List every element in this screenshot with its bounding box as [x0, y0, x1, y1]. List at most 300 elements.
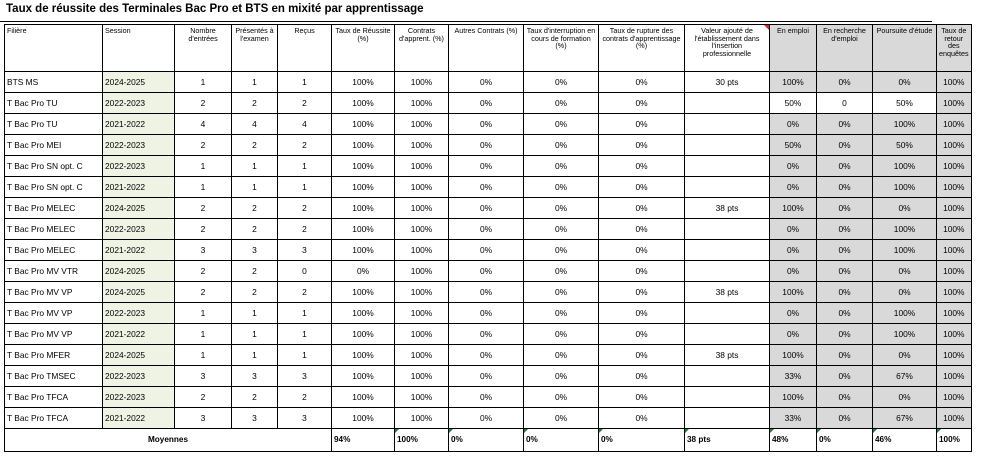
avg-autres[interactable]: 0% [449, 429, 524, 452]
cell-contrats[interactable]: 100% [395, 261, 449, 282]
cell-contrats[interactable]: 100% [395, 135, 449, 156]
results-table [4, 24, 972, 452]
cell-presentes[interactable]: 2 [232, 261, 278, 282]
cell-poursuite[interactable]: 100% [873, 156, 937, 177]
cell-session[interactable]: 2021-2022 [103, 114, 175, 135]
cell-emploi[interactable]: 0% [770, 240, 817, 261]
averages-row [5, 429, 972, 452]
cell-poursuite[interactable]: 0% [873, 387, 937, 408]
cell-interruption[interactable]: 0% [524, 114, 599, 135]
cell-valeur[interactable] [685, 156, 770, 177]
cell-filiere[interactable]: T Bac Pro MELEC [5, 198, 103, 219]
cell-valeur[interactable]: 30 pts [685, 72, 770, 93]
cell-reussite[interactable]: 100% [332, 156, 395, 177]
cell-filiere[interactable]: T Bac Pro TU [5, 93, 103, 114]
avg-reussite[interactable]: 94% [332, 429, 395, 452]
cell-entrees[interactable]: 2 [175, 198, 232, 219]
cell-presentes[interactable]: 2 [232, 93, 278, 114]
cell-rupture[interactable]: 0% [599, 156, 685, 177]
cell-rupture[interactable]: 0% [599, 135, 685, 156]
cell-autres[interactable]: 0% [449, 282, 524, 303]
cell-poursuite[interactable]: 0% [873, 282, 937, 303]
cell-retour[interactable]: 100% [937, 282, 972, 303]
cell-session[interactable]: 2024-2025 [103, 282, 175, 303]
cell-rupture[interactable]: 0% [599, 114, 685, 135]
cell-session[interactable]: 2022-2023 [103, 219, 175, 240]
cell-entrees[interactable]: 1 [175, 303, 232, 324]
cell-poursuite[interactable]: 0% [873, 198, 937, 219]
cell-contrats[interactable]: 100% [395, 408, 449, 429]
cell-entrees[interactable]: 3 [175, 366, 232, 387]
cell-recus[interactable]: 1 [278, 303, 332, 324]
cell-valeur[interactable] [685, 240, 770, 261]
cell-filiere[interactable]: T Bac Pro MV VTR [5, 261, 103, 282]
col-header-emploi[interactable]: En emploi [770, 25, 817, 72]
cell-filiere[interactable]: T Bac Pro MEI [5, 135, 103, 156]
cell-rupture[interactable]: 0% [599, 282, 685, 303]
cell-entrees[interactable]: 2 [175, 135, 232, 156]
table-row [5, 177, 972, 198]
cell-entrees[interactable]: 2 [175, 387, 232, 408]
cell-session[interactable]: 2022-2023 [103, 156, 175, 177]
cell-reussite[interactable]: 100% [332, 198, 395, 219]
cell-contrats[interactable]: 100% [395, 240, 449, 261]
table-row [5, 282, 972, 303]
avg-poursuite[interactable]: 46% [873, 429, 937, 452]
cell-entrees[interactable]: 2 [175, 282, 232, 303]
cell-interruption[interactable]: 0% [524, 240, 599, 261]
avg-retour[interactable]: 100% [937, 429, 972, 452]
col-header-autres[interactable]: Autres Contrats (%) [449, 25, 524, 72]
cell-rupture[interactable]: 0% [599, 324, 685, 345]
cell-recus[interactable]: 4 [278, 114, 332, 135]
cell-valeur[interactable] [685, 135, 770, 156]
cell-retour[interactable]: 100% [937, 72, 972, 93]
avg-valeur[interactable]: 38 pts [685, 429, 770, 452]
cell-valeur[interactable] [685, 219, 770, 240]
cell-autres[interactable]: 0% [449, 324, 524, 345]
cell-contrats[interactable]: 100% [395, 177, 449, 198]
cell-recus[interactable]: 1 [278, 324, 332, 345]
cell-emploi[interactable]: 100% [770, 345, 817, 366]
cell-filiere[interactable]: T Bac Pro MELEC [5, 219, 103, 240]
cell-emploi[interactable]: 0% [770, 324, 817, 345]
col-header-poursuite[interactable]: Poursuite d'étude [873, 25, 937, 72]
cell-retour[interactable]: 100% [937, 324, 972, 345]
cell-contrats[interactable]: 100% [395, 324, 449, 345]
cell-recus[interactable]: 1 [278, 345, 332, 366]
cell-reussite[interactable]: 100% [332, 135, 395, 156]
cell-session[interactable]: 2022-2023 [103, 366, 175, 387]
cell-contrats[interactable]: 100% [395, 114, 449, 135]
cell-autres[interactable]: 0% [449, 177, 524, 198]
cell-recherche[interactable]: 0% [817, 408, 873, 429]
cell-entrees[interactable]: 4 [175, 114, 232, 135]
avg-contrats[interactable]: 100% [395, 429, 449, 452]
table-row [5, 114, 972, 135]
cell-autres[interactable]: 0% [449, 219, 524, 240]
col-header-presentes[interactable]: Présentés à l'examen [232, 25, 278, 72]
cell-valeur[interactable] [685, 303, 770, 324]
cell-session[interactable]: 2021-2022 [103, 324, 175, 345]
avg-rupture[interactable]: 0% [599, 429, 685, 452]
cell-recus[interactable]: 2 [278, 219, 332, 240]
cell-valeur[interactable]: 38 pts [685, 282, 770, 303]
col-header-recus[interactable]: Reçus [278, 25, 332, 72]
cell-retour[interactable]: 100% [937, 177, 972, 198]
table-row [5, 387, 972, 408]
cell-presentes[interactable]: 2 [232, 282, 278, 303]
cell-recus[interactable]: 3 [278, 366, 332, 387]
col-header-contrats[interactable]: Contrats d'apprent. (%) [395, 25, 449, 72]
cell-presentes[interactable]: 2 [232, 135, 278, 156]
cell-rupture[interactable]: 0% [599, 198, 685, 219]
cell-reussite[interactable]: 100% [332, 345, 395, 366]
cell-presentes[interactable]: 1 [232, 303, 278, 324]
cell-emploi[interactable]: 0% [770, 156, 817, 177]
cell-valeur[interactable] [685, 93, 770, 114]
cell-entrees[interactable]: 1 [175, 72, 232, 93]
cell-emploi[interactable]: 100% [770, 387, 817, 408]
cell-recus[interactable]: 1 [278, 177, 332, 198]
cell-interruption[interactable]: 0% [524, 282, 599, 303]
cell-rupture[interactable]: 0% [599, 366, 685, 387]
cell-interruption[interactable]: 0% [524, 177, 599, 198]
cell-reussite[interactable]: 100% [332, 219, 395, 240]
cell-filiere[interactable]: T Bac Pro TFCA [5, 408, 103, 429]
cell-presentes[interactable]: 3 [232, 408, 278, 429]
cell-entrees[interactable]: 3 [175, 240, 232, 261]
cell-interruption[interactable]: 0% [524, 324, 599, 345]
cell-filiere[interactable]: T Bac Pro MV VP [5, 324, 103, 345]
cell-poursuite[interactable]: 100% [873, 303, 937, 324]
cell-interruption[interactable]: 0% [524, 366, 599, 387]
cell-contrats[interactable]: 100% [395, 303, 449, 324]
cell-filiere[interactable]: T Bac Pro MV VP [5, 303, 103, 324]
cell-session[interactable]: 2022-2023 [103, 303, 175, 324]
cell-recherche[interactable]: 0% [817, 345, 873, 366]
cell-reussite[interactable]: 100% [332, 303, 395, 324]
cell-valeur[interactable] [685, 408, 770, 429]
cell-reussite[interactable]: 100% [332, 240, 395, 261]
col-header-session[interactable]: Session [103, 25, 175, 72]
cell-recherche[interactable]: 0% [817, 177, 873, 198]
title-divider [0, 21, 932, 22]
table-row [5, 72, 972, 93]
cell-autres[interactable]: 0% [449, 135, 524, 156]
cell-filiere[interactable]: T Bac Pro TFCA [5, 387, 103, 408]
cell-autres[interactable]: 0% [449, 345, 524, 366]
table-row [5, 408, 972, 429]
cell-recherche[interactable]: 0% [817, 240, 873, 261]
cell-reussite[interactable]: 100% [332, 114, 395, 135]
cell-valeur[interactable]: 38 pts [685, 198, 770, 219]
cell-retour[interactable]: 100% [937, 387, 972, 408]
cell-presentes[interactable]: 1 [232, 156, 278, 177]
cell-autres[interactable]: 0% [449, 366, 524, 387]
cell-retour[interactable]: 100% [937, 135, 972, 156]
cell-recus[interactable]: 1 [278, 72, 332, 93]
cell-emploi[interactable]: 0% [770, 219, 817, 240]
cell-valeur[interactable] [685, 261, 770, 282]
cell-contrats[interactable]: 100% [395, 156, 449, 177]
cell-autres[interactable]: 0% [449, 93, 524, 114]
cell-filiere[interactable]: T Bac Pro SN opt. C [5, 156, 103, 177]
cell-presentes[interactable]: 2 [232, 219, 278, 240]
cell-entrees[interactable]: 1 [175, 345, 232, 366]
cell-recus[interactable]: 2 [278, 135, 332, 156]
col-header-valeur[interactable]: Valeur ajouté de l'établissement dans l'insertion professionnelle [685, 25, 770, 72]
cell-valeur[interactable] [685, 114, 770, 135]
cell-contrats[interactable]: 100% [395, 72, 449, 93]
averages-label[interactable]: Moyennes [5, 429, 332, 452]
cell-interruption[interactable]: 0% [524, 345, 599, 366]
cell-recherche[interactable]: 0% [817, 261, 873, 282]
cell-filiere[interactable]: T Bac Pro MELEC [5, 240, 103, 261]
cell-emploi[interactable]: 50% [770, 93, 817, 114]
cell-autres[interactable]: 0% [449, 114, 524, 135]
cell-session[interactable]: 2022-2023 [103, 135, 175, 156]
cell-poursuite[interactable]: 100% [873, 219, 937, 240]
cell-session[interactable]: 2022-2023 [103, 93, 175, 114]
cell-rupture[interactable]: 0% [599, 303, 685, 324]
cell-filiere[interactable]: T Bac Pro SN opt. C [5, 177, 103, 198]
cell-poursuite[interactable]: 100% [873, 324, 937, 345]
cell-valeur[interactable] [685, 177, 770, 198]
cell-reussite[interactable]: 100% [332, 366, 395, 387]
cell-interruption[interactable]: 0% [524, 387, 599, 408]
table-row [5, 345, 972, 366]
cell-recherche[interactable]: 0% [817, 282, 873, 303]
cell-presentes[interactable]: 2 [232, 198, 278, 219]
cell-contrats[interactable]: 100% [395, 366, 449, 387]
cell-presentes[interactable]: 1 [232, 345, 278, 366]
cell-recus[interactable]: 2 [278, 93, 332, 114]
cell-valeur[interactable] [685, 324, 770, 345]
cell-poursuite[interactable]: 0% [873, 345, 937, 366]
cell-autres[interactable]: 0% [449, 303, 524, 324]
cell-recus[interactable]: 1 [278, 156, 332, 177]
col-header-retour[interactable]: Taux de retour des enquêtes [937, 25, 972, 72]
cell-recus[interactable]: 2 [278, 387, 332, 408]
col-header-rupture[interactable]: Taux de rupture des contrats d'apprentissage (%) [599, 25, 685, 72]
sheet-title: Taux de réussite des Terminales Bac Pro et BTS en mixité par apprentissage [6, 3, 424, 15]
cell-interruption[interactable]: 0% [524, 135, 599, 156]
table-row [5, 219, 972, 240]
cell-recherche[interactable]: 0% [817, 135, 873, 156]
cell-recus[interactable]: 2 [278, 198, 332, 219]
cell-poursuite[interactable]: 50% [873, 93, 937, 114]
cell-reussite[interactable]: 0% [332, 261, 395, 282]
cell-rupture[interactable]: 0% [599, 240, 685, 261]
cell-recherche[interactable]: 0% [817, 198, 873, 219]
cell-emploi[interactable]: 100% [770, 282, 817, 303]
cell-recus[interactable]: 0 [278, 261, 332, 282]
cell-filiere[interactable]: T Bac Pro MFER [5, 345, 103, 366]
cell-interruption[interactable]: 0% [524, 408, 599, 429]
cell-contrats[interactable]: 100% [395, 282, 449, 303]
cell-emploi[interactable]: 0% [770, 177, 817, 198]
cell-emploi[interactable]: 33% [770, 366, 817, 387]
cell-recus[interactable]: 3 [278, 240, 332, 261]
cell-autres[interactable]: 0% [449, 198, 524, 219]
col-header-reussite[interactable]: Taux de Réussite (%) [332, 25, 395, 72]
cell-rupture[interactable]: 0% [599, 219, 685, 240]
cell-recherche[interactable]: 0% [817, 156, 873, 177]
cell-rupture[interactable]: 0% [599, 408, 685, 429]
cell-presentes[interactable]: 3 [232, 366, 278, 387]
cell-session[interactable]: 2024-2025 [103, 345, 175, 366]
cell-reussite[interactable]: 100% [332, 72, 395, 93]
cell-session[interactable]: 2024-2025 [103, 198, 175, 219]
cell-autres[interactable]: 0% [449, 72, 524, 93]
cell-presentes[interactable]: 4 [232, 114, 278, 135]
cell-retour[interactable]: 100% [937, 240, 972, 261]
cell-interruption[interactable]: 0% [524, 93, 599, 114]
cell-emploi[interactable]: 0% [770, 114, 817, 135]
cell-emploi[interactable]: 0% [770, 303, 817, 324]
cell-retour[interactable]: 100% [937, 198, 972, 219]
cell-session[interactable]: 2022-2023 [103, 387, 175, 408]
cell-filiere[interactable]: T Bac Pro TU [5, 114, 103, 135]
cell-valeur[interactable]: 38 pts [685, 345, 770, 366]
avg-emploi[interactable]: 48% [770, 429, 817, 452]
cell-reussite[interactable]: 100% [332, 282, 395, 303]
cell-entrees[interactable]: 1 [175, 156, 232, 177]
cell-retour[interactable]: 100% [937, 366, 972, 387]
cell-rupture[interactable]: 0% [599, 387, 685, 408]
cell-recus[interactable]: 2 [278, 282, 332, 303]
col-header-interruption[interactable]: Taux d'interruption en cours de formation (%) [524, 25, 599, 72]
cell-interruption[interactable]: 0% [524, 261, 599, 282]
cell-contrats[interactable]: 100% [395, 219, 449, 240]
cell-contrats[interactable]: 100% [395, 345, 449, 366]
cell-autres[interactable]: 0% [449, 156, 524, 177]
cell-interruption[interactable]: 0% [524, 156, 599, 177]
cell-recherche[interactable]: 0% [817, 303, 873, 324]
cell-retour[interactable]: 100% [937, 345, 972, 366]
col-header-recherche[interactable]: En recherche d'emploi [817, 25, 873, 72]
cell-recherche[interactable]: 0% [817, 72, 873, 93]
cell-emploi[interactable]: 100% [770, 72, 817, 93]
cell-presentes[interactable]: 2 [232, 387, 278, 408]
cell-reussite[interactable]: 100% [332, 93, 395, 114]
cell-retour[interactable]: 100% [937, 114, 972, 135]
cell-entrees[interactable]: 3 [175, 408, 232, 429]
cell-session[interactable]: 2024-2025 [103, 261, 175, 282]
cell-retour[interactable]: 100% [937, 156, 972, 177]
cell-valeur[interactable] [685, 387, 770, 408]
table-row [5, 240, 972, 261]
cell-filiere[interactable]: T Bac Pro TMSEC [5, 366, 103, 387]
cell-poursuite[interactable]: 100% [873, 177, 937, 198]
cell-valeur[interactable] [685, 366, 770, 387]
table-row [5, 156, 972, 177]
avg-recherche[interactable]: 0% [817, 429, 873, 452]
cell-poursuite[interactable]: 100% [873, 114, 937, 135]
cell-interruption[interactable]: 0% [524, 72, 599, 93]
table-row [5, 303, 972, 324]
cell-contrats[interactable]: 100% [395, 93, 449, 114]
cell-rupture[interactable]: 0% [599, 345, 685, 366]
cell-retour[interactable]: 100% [937, 261, 972, 282]
cell-session[interactable]: 2021-2022 [103, 177, 175, 198]
cell-emploi[interactable]: 0% [770, 261, 817, 282]
cell-entrees[interactable]: 1 [175, 324, 232, 345]
cell-poursuite[interactable]: 0% [873, 261, 937, 282]
cell-filiere[interactable]: BTS MS [5, 72, 103, 93]
table-row [5, 135, 972, 156]
cell-reussite[interactable]: 100% [332, 177, 395, 198]
cell-session[interactable]: 2021-2022 [103, 408, 175, 429]
cell-presentes[interactable]: 1 [232, 72, 278, 93]
cell-filiere[interactable]: T Bac Pro MV VP [5, 282, 103, 303]
cell-autres[interactable]: 0% [449, 387, 524, 408]
cell-interruption[interactable]: 0% [524, 198, 599, 219]
header-row [5, 25, 972, 72]
cell-recherche[interactable]: 0 [817, 93, 873, 114]
cell-recherche[interactable]: 0% [817, 387, 873, 408]
cell-poursuite[interactable]: 50% [873, 135, 937, 156]
cell-poursuite[interactable]: 67% [873, 366, 937, 387]
cell-retour[interactable]: 100% [937, 219, 972, 240]
cell-autres[interactable]: 0% [449, 261, 524, 282]
cell-autres[interactable]: 0% [449, 408, 524, 429]
cell-recherche[interactable]: 0% [817, 219, 873, 240]
cell-retour[interactable]: 100% [937, 303, 972, 324]
cell-presentes[interactable]: 3 [232, 240, 278, 261]
cell-session[interactable]: 2024-2025 [103, 72, 175, 93]
cell-recherche[interactable]: 0% [817, 366, 873, 387]
cell-reussite[interactable]: 100% [332, 408, 395, 429]
cell-presentes[interactable]: 1 [232, 324, 278, 345]
avg-interruption[interactable]: 0% [524, 429, 599, 452]
cell-autres[interactable]: 0% [449, 240, 524, 261]
cell-recus[interactable]: 3 [278, 408, 332, 429]
cell-retour[interactable]: 100% [937, 408, 972, 429]
cell-interruption[interactable]: 0% [524, 219, 599, 240]
cell-reussite[interactable]: 100% [332, 387, 395, 408]
cell-retour[interactable]: 100% [937, 93, 972, 114]
table-row [5, 366, 972, 387]
cell-rupture[interactable]: 0% [599, 93, 685, 114]
col-header-entrees[interactable]: Nombre d'entrées [175, 25, 232, 72]
cell-recherche[interactable]: 0% [817, 114, 873, 135]
cell-contrats[interactable]: 100% [395, 387, 449, 408]
col-header-filiere[interactable]: Filière [5, 25, 103, 72]
cell-poursuite[interactable]: 100% [873, 240, 937, 261]
cell-entrees[interactable]: 2 [175, 219, 232, 240]
cell-reussite[interactable]: 100% [332, 324, 395, 345]
cell-rupture[interactable]: 0% [599, 261, 685, 282]
cell-session[interactable]: 2021-2022 [103, 240, 175, 261]
cell-rupture[interactable]: 0% [599, 72, 685, 93]
cell-emploi[interactable]: 50% [770, 135, 817, 156]
cell-interruption[interactable]: 0% [524, 303, 599, 324]
cell-emploi[interactable]: 100% [770, 198, 817, 219]
cell-entrees[interactable]: 1 [175, 177, 232, 198]
cell-poursuite[interactable]: 67% [873, 408, 937, 429]
cell-recherche[interactable]: 0% [817, 324, 873, 345]
cell-entrees[interactable]: 2 [175, 93, 232, 114]
cell-emploi[interactable]: 33% [770, 408, 817, 429]
cell-presentes[interactable]: 1 [232, 177, 278, 198]
cell-entrees[interactable]: 2 [175, 261, 232, 282]
cell-contrats[interactable]: 100% [395, 198, 449, 219]
table-row [5, 198, 972, 219]
cell-poursuite[interactable]: 0% [873, 72, 937, 93]
cell-rupture[interactable]: 0% [599, 177, 685, 198]
